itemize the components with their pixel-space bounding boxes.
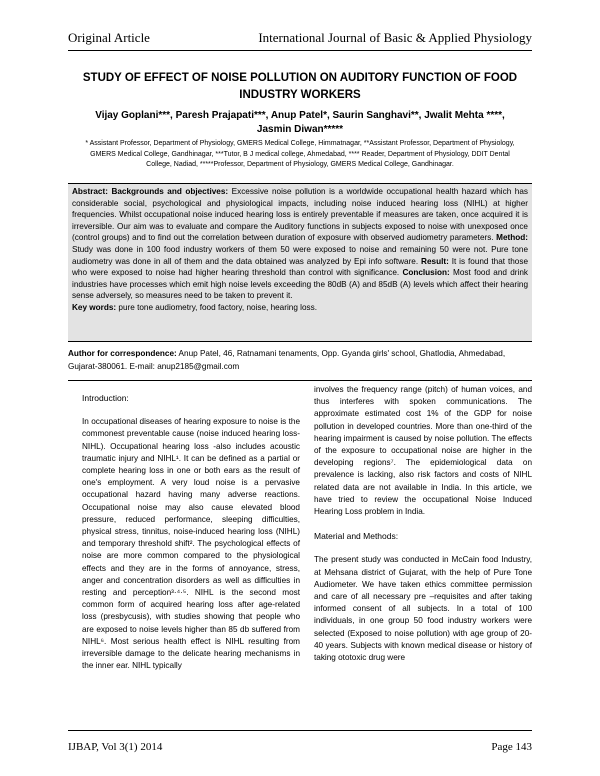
intro-continued-paragraph: involves the frequency range (pitch) of human voices, and thus interferes with spoken communications. The approximate estimated cost 1% of the GDP for noise pollution in developed countries. More than one-third of the hearing impairment is caused by noise pollution. The effects of the exposure to occupational noise are higher in the developing regions⁷. The epidemiological data on prevalence is lacking, also risk factors and costs of NIHL related data are not available in India. In this article, we have tried to review the occupational Noise Induced Hearing Loss problem in India. (314, 385, 532, 517)
abstract-label: Abstract: Backgrounds and objectives: (72, 187, 229, 196)
article-type: Original Article (68, 30, 150, 45)
affiliations: * Assistant Professor, Department of Physiology, GMERS Medical College, Himmatnagar, **Assistant Professor, Department of Physiology, GMERS Medical College, Gandhinagar, ***Tutor, B J medical college, Ahmedabad, **** Reader, Department of Physiology, DDIT Dental College, Nadiad, *****Professor, Department of Physiology, GMERS Medical College, Gandhinagar. (85, 140, 515, 168)
right-column (314, 380, 532, 664)
result-label: Result: (421, 256, 449, 266)
keywords-label: Key words: (72, 302, 117, 312)
keywords: pure tone audiometry, food factory, noise, hearing loss. (116, 302, 317, 312)
conclusion-label: Conclusion: (402, 268, 450, 278)
abstract-method: Study was done in 100 food industry workers of them 50 were exposed to noise and remaining 50 were not. Pure tone audiometry was done in all of them and the data obtained was analyzed by Epi info software. (72, 244, 528, 266)
abstract-background: Excessive noise pollution is a worldwide occupational health hazard which has considerable social, psychological and physiological impacts, including noise induced hearing loss (NIHL) at higher frequencies. Whilst occupational noise induced hearing loss is entirely preventable if measures are taken, once acquired it is irreversible. Our aim was to evaluate and compare the Auditory functions in subjects exposed to noise with unexposed once (control groups) and to find out the correlation between duration of exposure with observed audiometry parameters. (72, 187, 528, 243)
correspondence-label: Author for correspondence: (68, 349, 177, 358)
methods-paragraph: The present study was conducted in McCain food Industry, at Mehsana district of Gujarat, with the help of Pure Tone Audiometer. We have taken ethics committee permission and care of all necessary pre –requisites and after taking informed consent of all subjects. In a total of 100 individuals, in one group 50 food industry workers were selected (Exposed to noise pollution) with age group of 20-40 years. Subjects with known medical disease or history of taking ototoxic drug were (314, 555, 532, 663)
correspondence (68, 347, 532, 373)
intro-paragraph: In occupational diseases of hearing exposure to noise is the commonest preventable cause (noise induced hearing loss-NIHL). Occupational hearing loss -also includes acoustic traumatic injury and NIHL¹. It can be defined as a partial or complete hearing loss in one or both ears as the result of one's employment. A very loud noise is a pervasive occupational hazard having many adverse reactions. Occupational noise may also cause elevated blood pressure, reduced performance, sleeping difficulties, physical stress, tinnitus, noise-induced hearing loss (NIHL) and temporary threshold shift². The psychological effects of noise are more common compared to the physiological effects and they are in the forms of annoyance, stress, anger and concentration disorders as well as difficulties in resting and perception³·⁴·⁵. NIHL is the second most common form of acquired hearing loss after age-related loss (presbycusis), with studies showing that people who are exposed to noise levels higher than 85 db suffered from NIHL⁶. Most serious health effect is NIHL resulting from irreversible damage to the delicate hearing mechanisms in the inner ear. NIHL typically (82, 417, 300, 671)
method-label: Method: (496, 233, 528, 243)
journal-name: International Journal of Basic & Applied Physiology (258, 30, 532, 45)
abstract-conclusion: Most food and drink industries have processes which emit high noise levels exceeding the 80dB (A) and 85dB (A) levels which affect their hearing sense adversely, so measures need to be taken to prevent it. (72, 268, 528, 301)
author-list: Vijay Goplani***, Paresh Prajapati***, Anup Patel*, Saurin Sanghavi**, Jwalit Mehta ****, Jasmin Diwan***** (95, 110, 505, 135)
intro-heading: Introduction: (82, 393, 129, 403)
running-header (68, 30, 532, 50)
correspondence-text: Anup Patel, 46, Ratnamani tenaments, Opp. Gyanda girls' school, Ghatlodia, Ahmedabad, Gujarat-380061. E-mail: anup2185@gmail.com (68, 349, 506, 371)
abstract-result: It is found that those who were exposed to noise had higher hearing threshold than control with significance. (72, 256, 529, 278)
page-number: Page 143 (491, 741, 532, 753)
footer-divider (68, 730, 532, 731)
methods-heading: Material and Methods: (314, 531, 399, 542)
paper-title: STUDY OF EFFECT OF NOISE POLLUTION ON AUDITORY FUNCTION OF FOOD INDUSTRY WORKERS (82, 72, 518, 101)
journal-volume: IJBAP, Vol 3(1) 2014 (68, 741, 163, 753)
left-column (82, 380, 300, 672)
abstract (68, 183, 532, 342)
header-divider (68, 50, 532, 51)
